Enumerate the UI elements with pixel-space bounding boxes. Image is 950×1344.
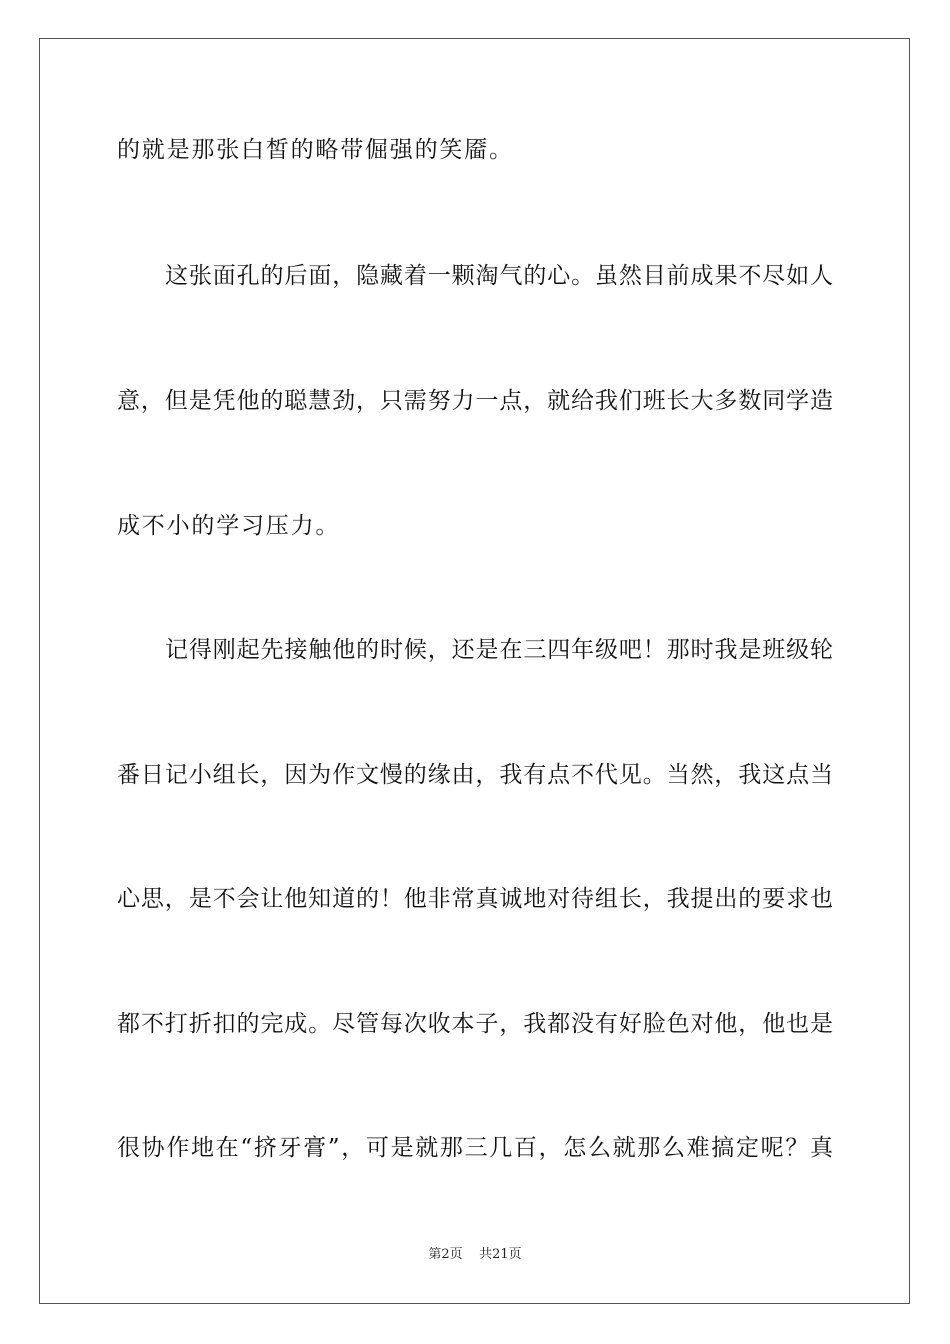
text-line-6: 番日记小组长，因为作文慢的缘由，我有点不代见。当然，我这点当	[117, 762, 833, 788]
text-line-1: 的就是那张白皙的略带倔强的笑靥。	[117, 137, 514, 163]
text-line-4: 成不小的学习压力。	[117, 513, 341, 539]
text-line-5: 记得刚起先接触他的时候，还是在三四年级吧！那时我是班级轮	[165, 637, 833, 663]
text-line-3: 意，但是凭他的聪慧劲，只需努力一点，就给我们班长大多数同学造	[117, 388, 833, 414]
text-line-2: 这张面孔的后面，隐藏着一颗淘气的心。虽然目前成果不尽如人	[165, 263, 833, 289]
page-border	[39, 38, 910, 1304]
page-footer	[0, 1247, 950, 1263]
text-line-9: 很协作地在“挤牙膏”，可是就那三几百，怎么就那么难搞定呢？真	[117, 1135, 833, 1161]
text-line-7: 心思，是不会让他知道的！他非常真诚地对待组长，我提出的要求也	[117, 886, 833, 912]
page-total: 共21页	[479, 1247, 522, 1262]
page-number: 第2页	[428, 1247, 463, 1262]
text-line-8: 都不打折扣的完成。尽管每次收本子，我都没有好脸色对他，他也是	[117, 1011, 833, 1037]
